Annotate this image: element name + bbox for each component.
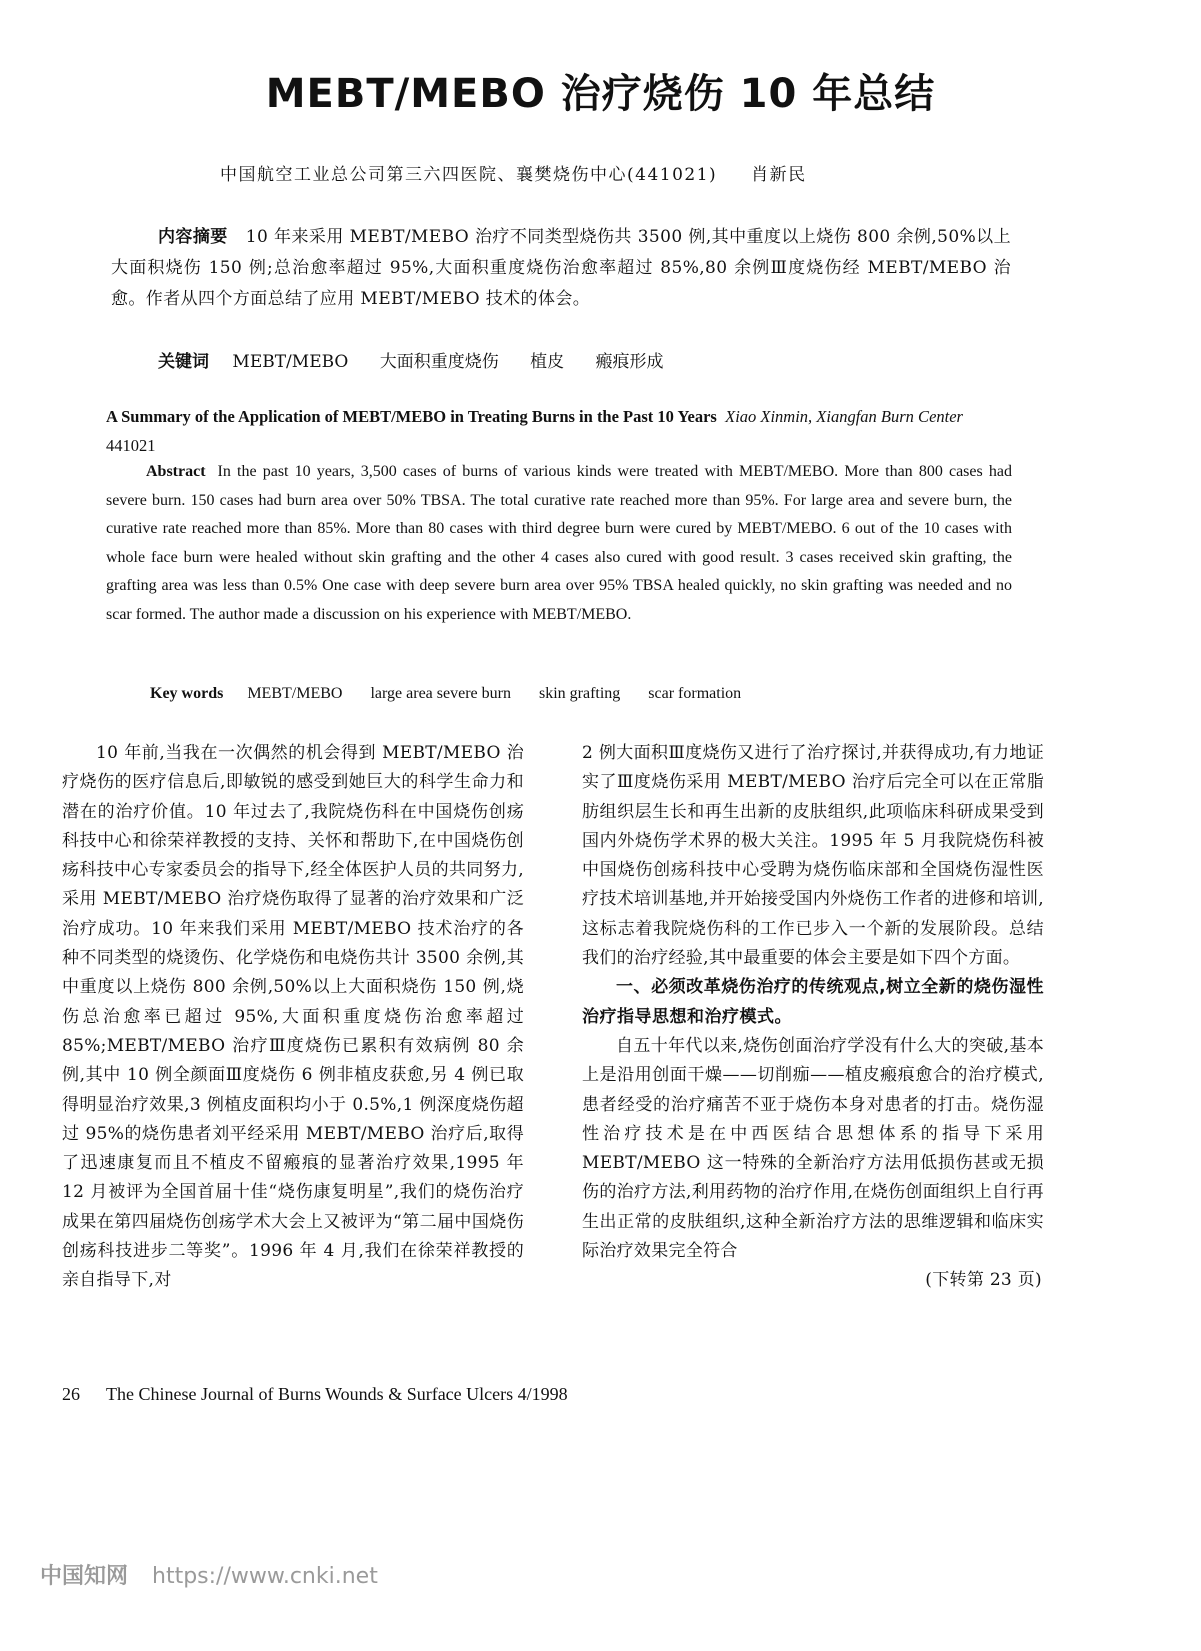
chinese-keyword: 瘢痕形成 bbox=[595, 352, 664, 372]
journal-name: The Chinese Journal of Burns Wounds & Surface Ulcers 4/1998 bbox=[106, 1384, 568, 1404]
article-title: MEBT/MEBO 治疗烧伤 10 年总结 bbox=[265, 71, 936, 117]
chinese-abstract bbox=[111, 222, 1011, 315]
author-name: 肖新民 bbox=[751, 165, 807, 185]
body-left-column bbox=[62, 739, 524, 1296]
affiliation: 中国航空工业总公司第三六四医院、襄樊烧伤中心(441021) bbox=[220, 165, 718, 185]
english-keywords bbox=[150, 685, 765, 703]
english-keyword: scar formation bbox=[648, 685, 742, 702]
chinese-keywords bbox=[158, 347, 690, 372]
body-paragraph: 自五十年代以来,烧伤创面治疗学没有什么大的突破,基本上是沿用创面干燥——切削痂——植皮瘢痕愈合的治疗模式,患者经受的治疗痛苦不亚于烧伤本身对患者的打击。烧伤湿性治疗技术是在中西医结合思想体系的指导下采用 MEBT/MEBO 这一特殊的全新治疗方法用低损伤甚或无损伤的治疗方法,利用药物的治疗作用,在烧伤创面组织上自行再生出正常的皮肤组织,这种全新治疗方法的思维逻辑和临床实际治疗效果完全符合 bbox=[582, 1035, 1044, 1262]
body-paragraph: 10 年前,当我在一次偶然的机会得到 MEBT/MEBO 治疗烧伤的医疗信息后,即敏锐的感受到她巨大的科学生命力和潜在的治疗价值。10 年过去了,我院烧伤科在中国烧伤创疡科技中心和徐荣祥教授的支持、关怀和帮助下,在中国烧伤创疡科技中心专家委员会的指导下,经全体医护人员的共同努力,采用 MEBT/MEBO 治疗烧伤取得了显著的治疗效果和广泛治疗成功。10 年来我们采用 MEBT/MEBO 技术治疗的各种不同类型的烧烫伤、化学烧伤和电烧伤共计 3500 余例,其中重度以上烧伤 800 余例,50%以上大面积烧伤 150 例,烧伤总治愈率已超过 95%,大面积重度烧伤治愈率超过 85%;MEBT/MEBO 治疗Ⅲ度烧伤已累积有效病例 80 余例,其中 10 例全颜面Ⅲ度烧伤 6 例非植皮获愈,另 4 例已取得明显治疗效果,3 例植皮面积均小于 0.5%,1 例深度烧伤超过 95%的烧伤患者刘平经采用 MEBT/MEBO 治疗后,取得了迅速康复而且不植皮不留瘢痕的显著治疗效果,1995 年 12 月被评为全国首届十佳“烧伤康复明星”,我们的烧伤治疗成果在第四届烧伤创疡学术大会上又被评为“第二届中国烧伤创疡科技进步二等奖”。1996 年 4 月,我们在徐荣祥教授的亲自指导下,对 bbox=[62, 743, 524, 1291]
watermark-url: https://www.cnki.net bbox=[152, 1564, 378, 1589]
chinese-keyword: 大面积重度烧伤 bbox=[379, 352, 499, 372]
english-byline: Xiao Xinmin, Xiangfan Burn Center bbox=[725, 407, 963, 426]
english-keyword: skin grafting bbox=[538, 685, 621, 702]
chinese-abstract-text: 10 年来采用 MEBT/MEBO 治疗不同类型烧伤共 3500 例,其中重度以上烧伤 800 余例,50%以上大面积烧伤 150 例;总治愈率超过 95%,大面积重度烧伤治愈率超过 85%,80 余例Ⅲ度烧伤经 MEBT/MEBO 治愈。作者从四个方面总结了应用 MEBT/MEBO 技术的体会。 bbox=[111, 227, 1011, 309]
watermark-logo: 中国知网 bbox=[40, 1564, 129, 1589]
english-keyword: large area severe burn bbox=[370, 685, 511, 702]
english-abstract-text: In the past 10 years, 3,500 cases of burns of various kinds were treated with MEBT/MEBO. More than 800 cases had severe burn. 150 cases had burn area over 50% TBSA. The total curative rate reached more than 95%. For large area and severe burn, the curative rate reached more than 85%. More than 80 cases with third degree burn were cured by MEBT/MEBO. 6 out of the 10 cases with whole face burn were healed without skin grafting and the other 4 cases also cured with good result. 3 cases received skin grafting, the grafting area was less than 0.5% One case with deep severe burn area over 95% TBSA healed quickly, no skin grafting was needed and no scar formed. The author made a discussion on his experience with MEBT/MEBO. bbox=[106, 463, 1012, 623]
english-keywords-label: Key words bbox=[150, 685, 224, 702]
body-paragraph: 2 例大面积Ⅲ度烧伤又进行了治疗探讨,并获得成功,有力地证实了Ⅲ度烧伤采用 MEBT/MEBO 治疗后完全可以在正常脂肪组织层生长和再生出新的皮肤组织,此项临床科研成果受到国内外烧伤学术界的极大关注。1995 年 5 月我院烧伤科被中国烧伤创疡科技中心受聘为烧伤临床部和全国烧伤湿性医疗技术培训基地,并开始接受国内外烧伤工作者的进修和培训,这标志着我院烧伤科的工作已步入一个新的发展阶段。总结我们的治疗经验,其中最重要的体会主要是如下四个方面。 bbox=[582, 743, 1044, 969]
english-keyword: MEBT/MEBO bbox=[247, 685, 343, 702]
cnki-watermark bbox=[40, 1559, 378, 1590]
english-abstract-label: Abstract bbox=[146, 463, 206, 480]
continued-note: (下转第 23 页) bbox=[925, 1270, 1042, 1291]
chinese-keyword: 植皮 bbox=[530, 352, 565, 372]
english-title-line bbox=[106, 402, 1012, 460]
section-heading: 一、必须改革烧伤治疗的传统观点,树立全新的烧伤湿性治疗指导思想和治疗模式。 bbox=[582, 977, 1044, 1027]
affiliation-line bbox=[220, 160, 807, 185]
chinese-keyword: MEBT/MEBO bbox=[232, 352, 349, 372]
english-title: A Summary of the Application of MEBT/MEBO in Treating Burns in the Past 10 Years bbox=[106, 407, 717, 426]
english-abstract bbox=[106, 458, 1012, 629]
chinese-abstract-label: 内容摘要 bbox=[158, 227, 228, 247]
body-right-column bbox=[582, 739, 1044, 1296]
page-footer bbox=[62, 1384, 568, 1405]
english-zip: 441021 bbox=[106, 436, 156, 455]
chinese-keywords-label: 关键词 bbox=[158, 352, 209, 372]
page-number: 26 bbox=[62, 1384, 80, 1404]
